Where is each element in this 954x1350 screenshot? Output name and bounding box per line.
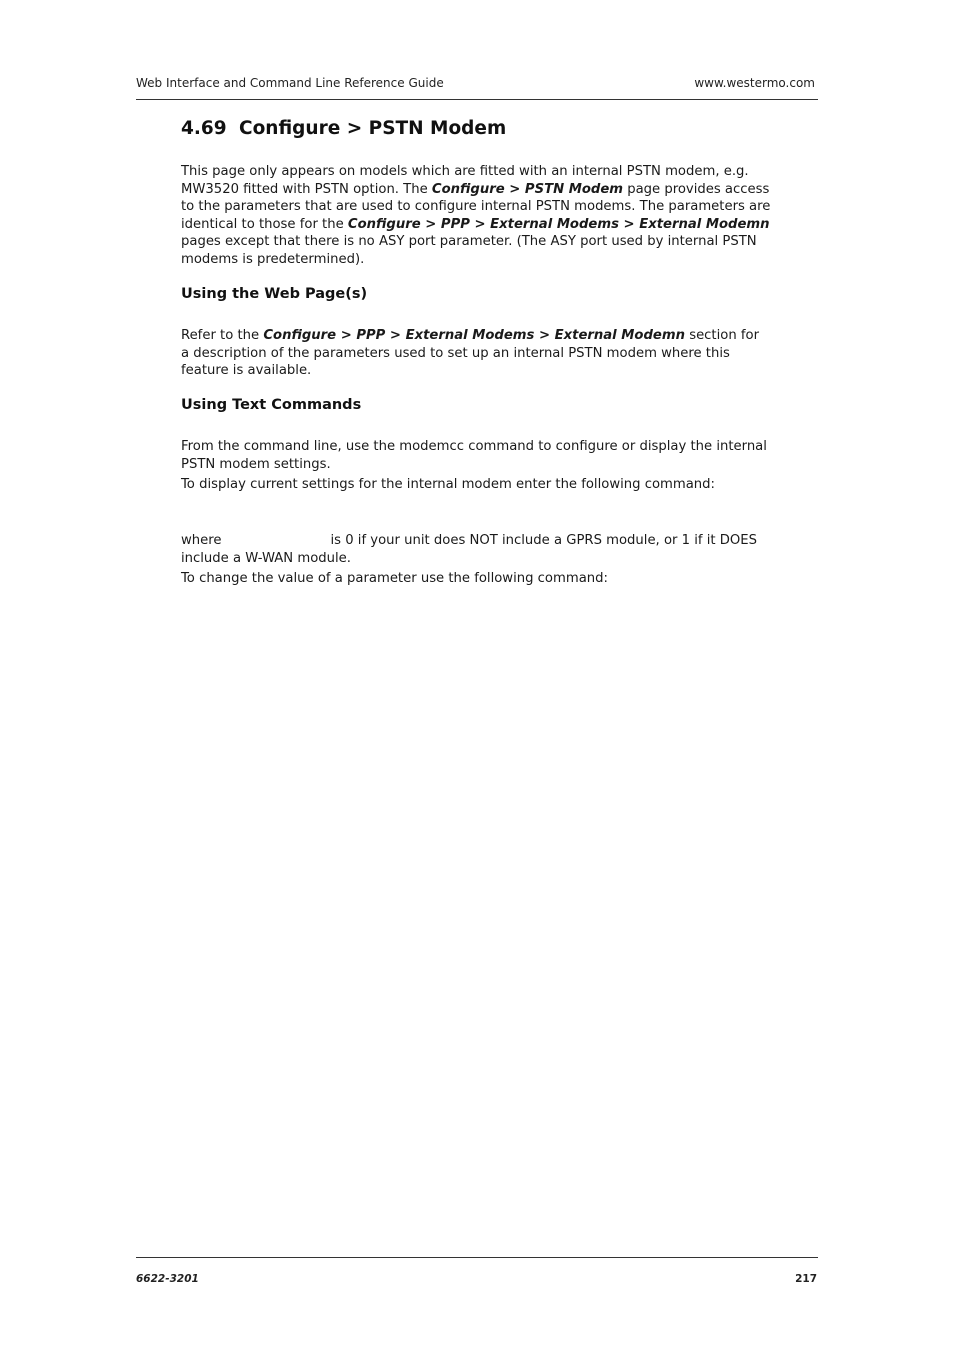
section-heading bbox=[181, 118, 506, 139]
web-text-2: section for a description of the parameters used to set up an internal PSTN modem where this feature is available. bbox=[181, 328, 760, 378]
intro-paragraph bbox=[181, 163, 771, 268]
document-number: 6622-3201 bbox=[136, 1273, 199, 1285]
intro-menu-path-2: Configure > PPP > External Modems > External Modemn bbox=[347, 216, 770, 232]
web-menu-path: Configure > PPP > External Modems > External Modemn bbox=[263, 328, 685, 343]
running-header-title: Web Interface and Command Line Reference Guide bbox=[136, 76, 444, 90]
page-number: 217 bbox=[795, 1273, 817, 1285]
intro-text-2: page provides access to the parameters that are used to configure internal PSTN modems. The parameters are identical to those for the bbox=[181, 181, 771, 232]
web-page-heading: Using the Web Page(s) bbox=[181, 286, 368, 302]
footer-divider bbox=[136, 1257, 818, 1258]
web-page-paragraph bbox=[181, 327, 771, 380]
running-header-url: www.westermo.com bbox=[694, 76, 815, 90]
text-commands-paragraph-4: To change the value of a parameter use the following command: bbox=[181, 571, 608, 586]
web-text-1: Refer to the bbox=[181, 328, 264, 343]
intro-text-3: pages except that there is no ASY port parameter. (The ASY port used by internal PSTN modems is predetermined). bbox=[181, 234, 757, 267]
intro-text-1: This page only appears on models which are fitted with an internal PSTN modem, e.g. MW3520 fitted with PSTN option. The bbox=[181, 164, 749, 197]
text-commands-heading: Using Text Commands bbox=[181, 397, 362, 413]
section-title: Configure > PSTN Modem bbox=[239, 118, 507, 139]
text-commands-paragraph-2: To display current settings for the internal modem enter the following command: bbox=[181, 477, 715, 492]
section-number: 4.69 bbox=[181, 118, 227, 139]
header-divider bbox=[136, 99, 818, 100]
intro-menu-path-1: Configure > PSTN Modem bbox=[431, 181, 624, 197]
text-commands-paragraph-3: where is 0 if your unit does NOT include a GPRS module, or 1 if it DOES include a W-WAN module. bbox=[181, 533, 762, 566]
text-commands-paragraph-1: From the command line, use the modemcc command to configure or display the internal PSTN modem settings. bbox=[181, 439, 767, 472]
